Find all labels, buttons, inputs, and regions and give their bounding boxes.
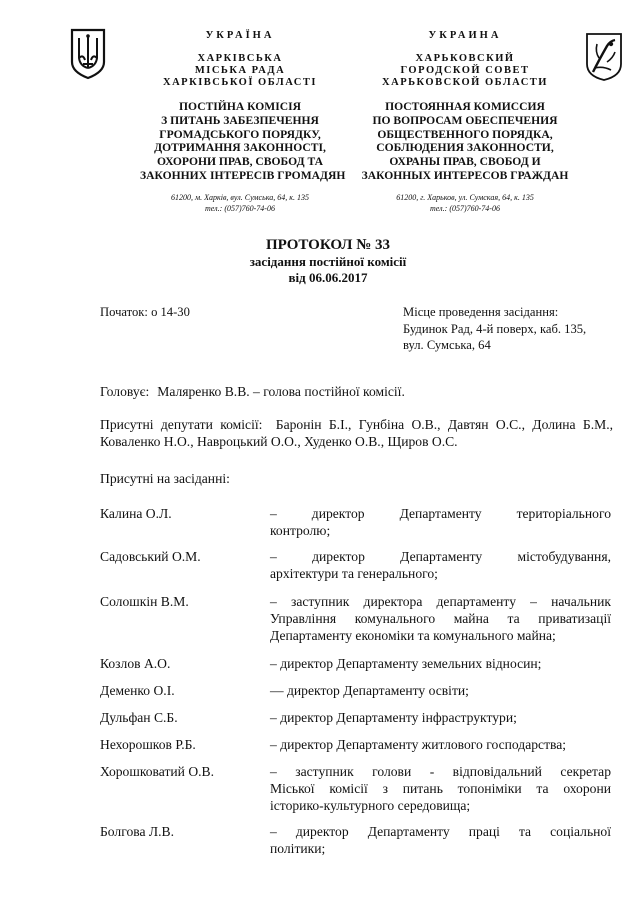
person-name: Солошкін В.М. [100, 594, 189, 609]
role-line: – директор Департаменту територіального [270, 506, 611, 521]
commission-line: ПОСТОЯННАЯ КОМИССИЯ [385, 100, 545, 113]
person-name: Хорошковатий О.В. [100, 764, 215, 779]
venue-line: вул. Сумська, 64 [403, 338, 491, 352]
commission-line: З ПИТАНЬ ЗАБЕЗПЕЧЕННЯ [161, 113, 319, 127]
role-line: – директор Департаменту житлового господарства; [270, 737, 567, 752]
present-members-list: Баронін Б.І., Гунбіна О.В., Давтян О.С., Долина Б.М., Коваленко Н.О., Навроцький О.О., Худенко О.В., Щиров О.С. [100, 417, 613, 449]
role-line: — директор Департаменту освіти; [270, 683, 469, 698]
protocol-date: від 06.06.2017 [288, 270, 368, 285]
chair-text: Маляренко В.В. – голова постійної комісії. [157, 384, 405, 399]
person-name: Садовський О.М. [100, 549, 201, 564]
phone-line: тел.: (057)760-74-06 [430, 203, 500, 213]
chair-label: Головує: [100, 384, 150, 399]
present-members-label: Присутні депутати комісії: [100, 417, 263, 432]
commission-line: ОХРАНЫ ПРАВ, СВОБОД И [389, 155, 541, 169]
venue-line: Будинок Рад, 4-й поверх, каб. 135, [403, 321, 587, 336]
role-line: архітектури та генерального; [270, 566, 438, 581]
meeting-venue [403, 304, 586, 354]
address-ua [140, 193, 340, 214]
role-line: – директор Департаменту інфраструктури; [270, 710, 517, 725]
commission-line: ПО ВОПРОСАМ ОБЕСПЕЧЕНИЯ [372, 113, 558, 127]
role-line: – заступник голови - відповідальний секретар [270, 764, 611, 779]
person-name: Дульфан С.Б. [100, 710, 178, 725]
role-line: Управління комунального майна та приватизації [270, 611, 611, 626]
council-line: МІСЬКА РАДА [194, 65, 286, 76]
person-name: Нехорошков Р.Б. [100, 737, 196, 752]
council-name-ua [140, 53, 340, 89]
commission-line: ДОТРИМАННЯ ЗАКОННОСТІ, [154, 141, 326, 155]
commission-line: ОХОРОНИ ПРАВ, СВОБОД ТА [157, 155, 323, 169]
protocol-subtitle: засідання постійної комісії [249, 254, 407, 269]
person-role [270, 593, 611, 644]
country-name-ru: УКРАИНА [428, 30, 502, 41]
person-role [270, 763, 611, 814]
invited-label: Присутні на засіданні: [100, 471, 230, 486]
present-members-paragraph [100, 416, 613, 450]
person-role [270, 736, 611, 753]
person-name: Козлов А.О. [100, 656, 171, 671]
phone-line: тел.: (057)760-74-06 [205, 203, 275, 213]
person-role [270, 548, 611, 582]
council-name-ru [360, 53, 570, 89]
country-name-ua: УКРАЇНА [205, 30, 275, 41]
commission-line: ПОСТІЙНА КОМІСІЯ [179, 100, 301, 113]
person-name: Болгова Л.В. [100, 824, 174, 839]
person-role [270, 823, 611, 857]
council-line: ГОРОДСКОЙ СОВЕТ [400, 65, 530, 76]
person-role [270, 505, 611, 539]
commission-name-ua [140, 100, 346, 183]
address-line: 61200, г. Харьков, ул. Сумская, 64, к. 135 [396, 193, 534, 202]
commission-line: ГРОМАДСЬКОГО ПОРЯДКУ, [159, 127, 321, 141]
person-name: Калина О.Л. [100, 506, 172, 521]
role-line: – заступник директора департаменту – начальник [270, 594, 611, 609]
role-line: – директор Департаменту земельних відносин; [270, 656, 542, 671]
role-line: контролю; [270, 523, 331, 538]
person-role [270, 682, 611, 699]
protocol-number: ПРОТОКОЛ № 33 [265, 237, 391, 253]
commission-line: ЗАКОННЫХ ИНТЕРЕСОВ ГРАЖДАН [361, 168, 569, 182]
protocol-title [200, 237, 456, 286]
chair-paragraph [100, 383, 405, 400]
role-line: – директор Департаменту праці та соціальної [270, 824, 611, 839]
commission-line: СОБЛЮДЕНИЯ ЗАКОННОСТИ, [376, 141, 554, 155]
commission-line: ЗАКОННИХ ІНТЕРЕСІВ ГРОМАДЯН [140, 168, 346, 182]
role-line: політики; [270, 841, 326, 856]
person-name: Деменко О.І. [100, 683, 175, 698]
venue-line: Місце проведення засідання: [403, 305, 559, 319]
council-line: ХАРКІВСЬКА [197, 53, 283, 64]
role-line: – директор Департаменту містобудування, [270, 549, 611, 564]
role-line: історико-культурного середовища; [270, 798, 471, 813]
commission-name-ru [360, 100, 570, 183]
address-line: 61200, м. Харків, вул. Сумська, 64, к. 135 [171, 193, 309, 202]
council-line: ХАРЬКОВСКОЙ ОБЛАСТИ [382, 77, 548, 88]
start-time: Початок: о 14-30 [100, 305, 190, 319]
role-line: Міської комісії з питань топоніміки та охорони [270, 781, 611, 796]
kharkiv-city-coat-of-arms-icon [585, 32, 623, 82]
role-line: Департаменту економіки та комунального майна; [270, 628, 556, 643]
commission-line: ОБЩЕСТВЕННОГО ПОРЯДКА, [377, 127, 553, 141]
address-ru [360, 193, 570, 214]
person-role [270, 709, 611, 726]
council-line: ХАРЬКОВСКИЙ [415, 53, 515, 64]
trident-coat-of-arms-icon [70, 28, 106, 80]
person-role [270, 655, 611, 672]
council-line: ХАРКІВСЬКОЇ ОБЛАСТІ [163, 77, 317, 88]
